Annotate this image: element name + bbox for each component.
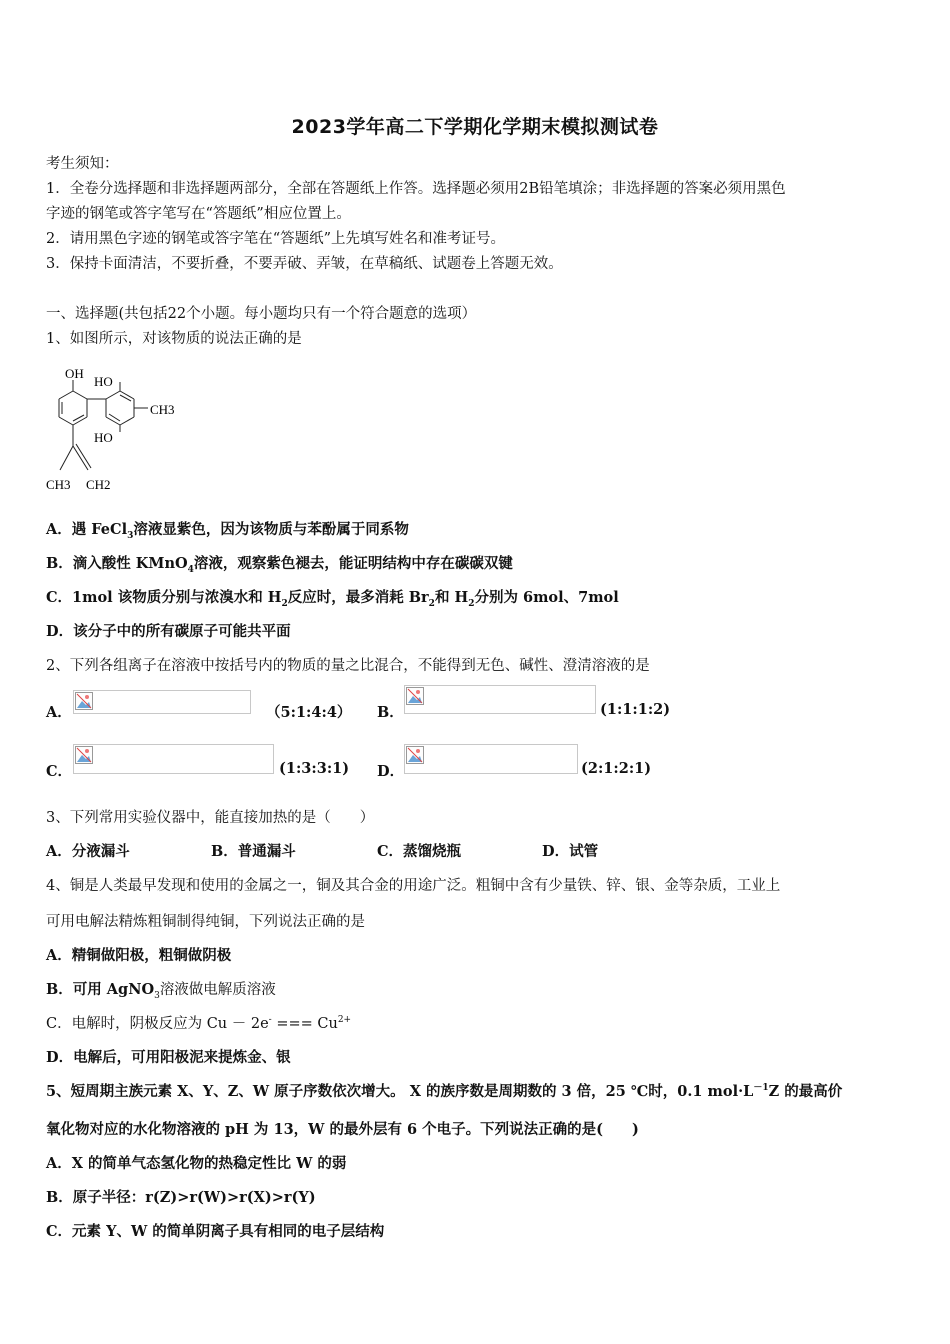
structure-label-ch3-right: CH3 <box>150 402 175 417</box>
q4-stem-line1: 4、铜是人类最早发现和使用的金属之一，铜及其合金的用途广泛。粗铜中含有少量铁、锌、银、金等杂质，工业上 <box>46 878 781 894</box>
q4-stem-line2: 可用电解法精炼粗铜制得纯铜，下列说法正确的是 <box>46 914 365 930</box>
broken-image-icon <box>406 746 424 764</box>
q3-option-b: B．普通漏斗 <box>211 843 296 860</box>
broken-image-icon <box>406 687 424 705</box>
q3-stem: 3、下列常用实验仪器中，能直接加热的是（ ） <box>46 810 375 826</box>
q4-option-b: B．可用 AgNO$_3$溶液做电解质溶液 <box>46 981 276 1001</box>
q5-option-a: A．X 的简单气态氢化物的热稳定性比 W 的弱 <box>46 1155 347 1172</box>
q2-option-c-ratio: (1:3:3:1) <box>279 760 350 777</box>
notice-item-1-cont: 字迹的钢笔或答字笔写在“答题纸”相应位置上。 <box>46 206 351 222</box>
notice-heading: 考生须知： <box>46 156 119 172</box>
q4-option-c: C．电解时，阴极反应为 Cu － 2e- === $Cu^{2+}$ <box>46 1015 352 1032</box>
q2-option-a-ratio: （5:1:4:4） <box>266 704 352 721</box>
q1-structure-diagram <box>40 362 220 502</box>
structure-label-ch2: CH2 <box>86 477 111 492</box>
q4-option-d: D．电解后，可用阳极泥来提炼金、银 <box>46 1049 291 1066</box>
q5-option-b: B．原子半径：r(Z)>r(W)>r(X)>r(Y) <box>46 1189 316 1206</box>
notice-item-3: 3．保持卡面清洁，不要折叠，不要弄破、弄皱，在草稿纸、试题卷上答题无效。 <box>46 256 563 272</box>
q2-option-d-ratio: (2:1:2:1) <box>581 760 652 777</box>
section-heading: 一、选择题(共包括22个小题。每小题均只有一个符合题意的选项） <box>46 306 477 322</box>
q1-stem: 1、如图所示，对该物质的说法正确的是 <box>46 331 302 347</box>
q1-option-a: A．遇 FeCl$_3$溶液显紫色，因为该物质与苯酚属于同系物 <box>46 521 409 541</box>
q1-option-b: B．滴入酸性 KMnO$_4$溶液，观察紫色褪去，能证明结构中存在碳碳双键 <box>46 555 513 575</box>
q5-stem-line1: 5、短周期主族元素 X、Y、Z、W 原子序数依次增大。 X 的族序数是周期数的 3 倍，25 ℃时，0.1 $mol\cdot L^{-1}Z$ 的最高价 <box>46 1083 843 1100</box>
notice-item-2: 2．请用黑色字迹的钢笔或答字笔在“答题纸”上先填写姓名和准考证号。 <box>46 231 506 247</box>
q4-option-a: A．精铜做阳极，粗铜做阴极 <box>46 947 232 964</box>
q2-option-c-label: C． <box>46 763 73 780</box>
structure-label-ch3-left: CH3 <box>46 477 71 492</box>
notice-item-1: 1．全卷分选择题和非选择题两部分，全部在答题纸上作答。选择题必须用2B铅笔填涂；非选择题的答案必须用黑色 <box>46 181 786 197</box>
structure-label-oh: OH <box>65 366 84 381</box>
q1-option-c: C．1mol 该物质分别与浓溴水和 $H_2$反应时，最多消耗 $Br_2$和 $H_2$分别为 6mol、7mol <box>46 589 619 609</box>
broken-image-icon <box>75 746 93 764</box>
q2-option-a-label: A． <box>46 704 72 721</box>
q2-option-a-image <box>73 690 251 714</box>
q5-option-c: C．元素 Y、W 的简单阴离子具有相同的电子层结构 <box>46 1223 385 1240</box>
page-title: 2023学年高二下学期化学期末模拟测试卷 <box>291 116 659 138</box>
broken-image-icon <box>75 692 93 710</box>
q2-option-b-image <box>404 685 596 714</box>
q2-option-d-label: D． <box>377 763 405 780</box>
q1-option-d: D．该分子中的所有碳原子可能共平面 <box>46 623 291 640</box>
q2-stem: 2、下列各组离子在溶液中按括号内的物质的量之比混合，不能得到无色、碱性、澄清溶液的是 <box>46 658 650 674</box>
q3-option-c: C．蒸馏烧瓶 <box>377 843 462 860</box>
q2-option-b-label: B． <box>377 704 404 721</box>
structure-label-ho-top: HO <box>94 374 113 389</box>
q3-option-a: A．分液漏斗 <box>46 843 130 860</box>
q2-option-b-ratio: (1:1:1:2) <box>600 701 671 718</box>
q3-option-d: D．试管 <box>542 843 599 860</box>
q2-option-c-image <box>73 744 274 774</box>
structure-label-ho-bottom: HO <box>94 430 113 445</box>
q5-stem-line2: 氧化物对应的水化物溶液的 pH 为 13，W 的最外层有 6 个电子。下列说法正确的是( ) <box>46 1121 639 1138</box>
q2-option-d-image <box>404 744 578 774</box>
